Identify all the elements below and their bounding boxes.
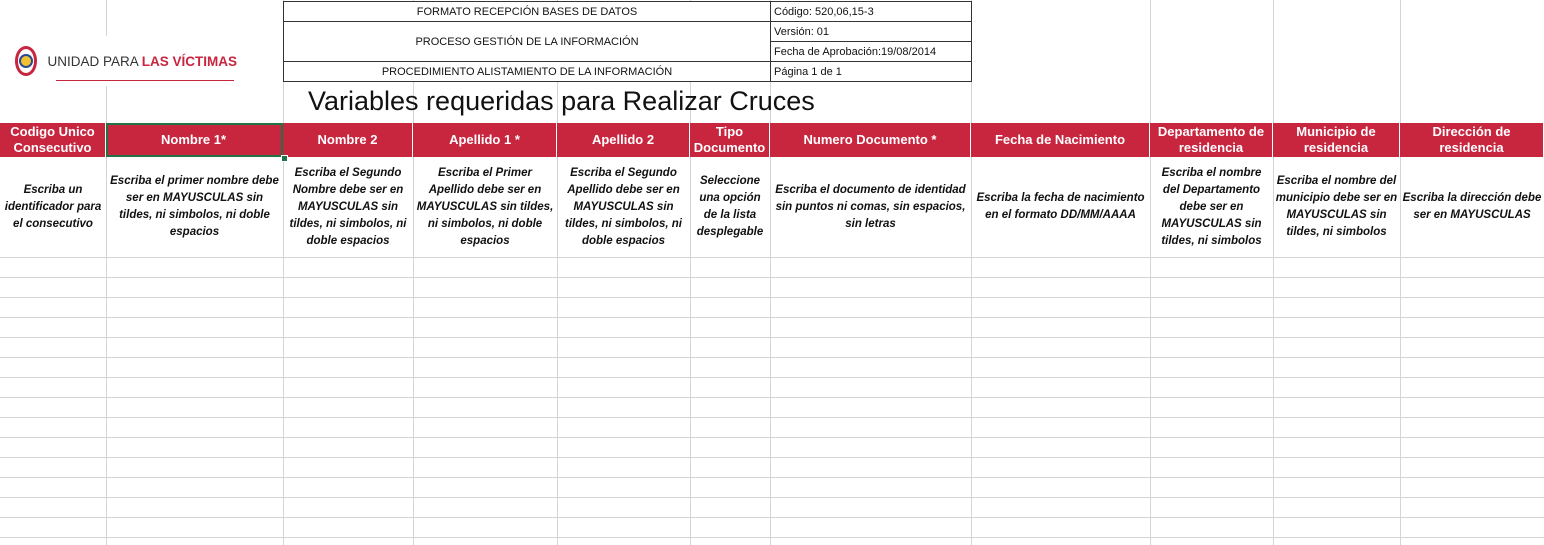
column-description-1[interactable]: Escriba un identificador para el consecutivo (4, 183, 102, 230)
row-gridline (0, 297, 1544, 298)
column-header-10[interactable]: Municipio de residencia (1273, 123, 1400, 157)
column-header-6[interactable]: Tipo Documento (690, 123, 770, 157)
column-description-8[interactable]: Escriba la fecha de nacimiento en el formato DD/MM/AAAA (976, 192, 1145, 221)
column-description-9[interactable]: Escriba el nombre del Departamento debe ser en MAYUSCULAS sin tildes, ni simbolos (1161, 166, 1262, 247)
column-header-11[interactable]: Dirección de residencia (1400, 123, 1544, 157)
column-description-7[interactable]: Escriba el documento de identidad sin puntos ni comas, sin espacios, sin letras (775, 183, 966, 230)
colombia-coat-of-arms-icon (15, 46, 37, 76)
row-gridline (0, 497, 1544, 498)
formato-cell[interactable]: FORMATO RECEPCIÓN BASES DE DATOS (283, 1, 771, 22)
column-header-8[interactable]: Fecha de Nacimiento (971, 123, 1150, 157)
column-description-11[interactable]: Escriba la dirección debe ser en MAYUSCULAS (1402, 192, 1542, 221)
logo-text: UNIDAD PARA LAS VÍCTIMAS (47, 53, 237, 69)
version-cell[interactable]: Versión: 01 (770, 21, 972, 42)
row-gridline (0, 457, 1544, 458)
procedimiento-cell[interactable]: PROCEDIMIENTO ALISTAMIENTO DE LA INFORMACIÓN (283, 61, 771, 82)
column-description-4[interactable]: Escriba el Primer Apellido debe ser en MAYUSCULAS sin tildes, ni simbolos, ni doble espacios (416, 166, 554, 247)
row-gridline (0, 477, 1544, 478)
column-header-5[interactable]: Apellido 2 (557, 123, 690, 157)
proceso-cell[interactable]: PROCESO GESTIÓN DE LA INFORMACIÓN (283, 21, 771, 62)
column-description-5[interactable]: Escriba el Segundo Apellido debe ser en MAYUSCULAS sin tildes, ni simbolos, ni doble espacios (565, 166, 682, 247)
row-gridline (0, 537, 1544, 538)
row-gridline (0, 257, 1544, 258)
column-header-3[interactable]: Nombre 2 (283, 123, 413, 157)
column-gridline (1400, 0, 1401, 545)
row-gridline (0, 317, 1544, 318)
column-header-4[interactable]: Apellido 1 * (413, 123, 557, 157)
column-description-3[interactable]: Escriba el Segundo Nombre debe ser en MAYUSCULAS sin tildes, ni simbolos, ni doble espacios (289, 166, 407, 247)
column-header-1[interactable]: Codigo Unico Consecutivo (0, 123, 106, 157)
row-gridline (0, 437, 1544, 438)
unidad-victimas-logo (6, 36, 237, 86)
codigo-cell[interactable]: Código: 520,06,15-3 (770, 1, 972, 22)
column-gridline (1150, 0, 1151, 545)
column-description-6[interactable]: Seleccione una opción de la lista desplegable (696, 175, 764, 238)
row-gridline (0, 277, 1544, 278)
sheet-title[interactable]: Variables requeridas para Realizar Cruces (308, 86, 815, 116)
column-description-2[interactable]: Escriba el primer nombre debe ser en MAYUSCULAS sin tildes, ni simbolos, ni doble espacios (110, 175, 279, 238)
row-gridline (0, 397, 1544, 398)
column-header-2[interactable]: Nombre 1* (106, 123, 283, 157)
row-gridline (0, 377, 1544, 378)
row-gridline (0, 357, 1544, 358)
column-description-10[interactable]: Escriba el nombre del municipio debe ser en MAYUSCULAS sin tildes, ni simbolos (1275, 175, 1398, 238)
row-gridline (0, 337, 1544, 338)
column-gridline (1273, 0, 1274, 545)
fill-handle[interactable] (281, 155, 288, 162)
pagina-cell[interactable]: Página 1 de 1 (770, 61, 972, 82)
row-gridline (0, 417, 1544, 418)
fecha-aprobacion-cell[interactable]: Fecha de Aprobación:19/08/2014 (770, 41, 972, 62)
column-header-9[interactable]: Departamento de residencia (1150, 123, 1273, 157)
row-gridline (0, 517, 1544, 518)
column-header-7[interactable]: Numero Documento * (770, 123, 971, 157)
